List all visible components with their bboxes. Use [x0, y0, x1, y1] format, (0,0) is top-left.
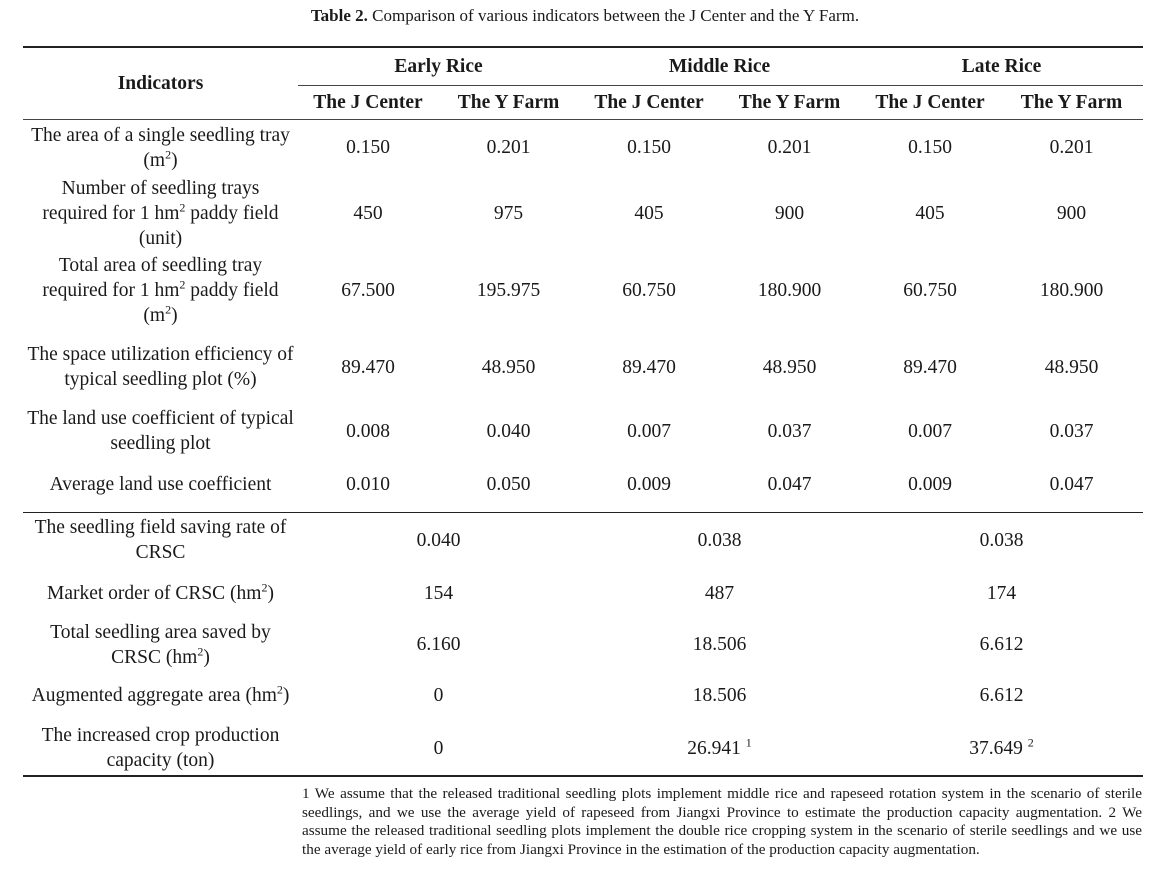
cell: 48.950 [1044, 356, 1099, 378]
cell: 900 [774, 203, 805, 224]
cell: 0.010 [346, 473, 390, 495]
cell: 0.007 [627, 420, 671, 442]
row-label: The seedling field saving rate of CRSC [34, 517, 287, 564]
subheader: The Y Farm [1020, 91, 1123, 113]
subheader: The J Center [875, 91, 985, 113]
table-row [23, 405, 1143, 457]
cell: 26.941 $^1$ [687, 735, 752, 759]
cell: 154 [423, 583, 454, 604]
row-label: Number of seedling trays required for 1 $hm^2$ paddy field (unit) [42, 178, 279, 249]
cell: 6.612 [979, 634, 1024, 655]
comparison-table [23, 46, 1143, 777]
cell: 0.037 [1049, 420, 1094, 442]
cell: 195.975 [476, 279, 541, 301]
row-label: Augmented aggregate area $(hm^2)$ [31, 682, 290, 706]
cell: 0.040 [416, 529, 461, 551]
cell: 89.470 [903, 356, 957, 378]
cell: 0.150 [346, 137, 390, 159]
cell: 975 [493, 203, 524, 224]
subheader: The Y Farm [457, 91, 560, 113]
table-footnote: 1 We assume that the released traditional seedling plots implement middle rice and rapeseed rotation system in the scenario of sterile seedlings, and we use the average yield of rapeseed from Jiangxi Province to estimate the production capacity augmentation. 2 We assume the released traditional seedling plots implement the double rice cropping system in the scenario of sterile seedlings and we use the average yield of early rice from Jiangxi Province in the estimation of the production capacity augmentation. [302, 785, 1142, 858]
cell: 0.201 [486, 137, 531, 159]
cell: 487 [704, 583, 735, 604]
indicators-header: Indicators [23, 47, 298, 119]
cell: 0.008 [346, 420, 390, 442]
cell: 0.047 [767, 473, 812, 495]
row-label: Average land use coefficient [49, 473, 272, 495]
row-label: Total area of seedling tray required for 1 $hm^2$ paddy field $(m^2)$ [42, 254, 279, 326]
cell: 48.950 [762, 356, 817, 378]
subheader: The Y Farm [738, 91, 841, 113]
cell: 0.040 [486, 420, 531, 442]
cell: 450 [353, 203, 383, 224]
table-row [23, 457, 1143, 512]
cell: 0.201 [1049, 137, 1094, 159]
table-row [23, 119, 1143, 176]
cell: 6.160 [416, 634, 461, 655]
table-row [23, 670, 1143, 721]
cell: 60.750 [903, 279, 957, 301]
cell: 0 [433, 737, 444, 759]
group-late-rice: Late Rice [860, 47, 1143, 85]
cell: 60.750 [622, 279, 676, 301]
cell: 18.506 [692, 634, 747, 655]
cell: 0.009 [908, 473, 952, 495]
cell: 0.007 [908, 420, 952, 442]
table-row [23, 619, 1143, 670]
cell: 89.470 [622, 356, 676, 378]
table-row [23, 176, 1143, 251]
cell: 405 [634, 203, 664, 224]
subheader: The J Center [313, 91, 423, 113]
cell: 405 [915, 203, 945, 224]
cell: 0.150 [908, 137, 952, 159]
cell: 6.612 [979, 685, 1024, 706]
cell: 0.009 [627, 473, 671, 495]
row-label: The increased crop production capacity (ton) [41, 725, 280, 771]
row-label: Market order of CRSC $(hm^2)$ [47, 580, 274, 604]
cell: 0 [433, 685, 444, 706]
row-label: Total seedling area saved by CRSC $(hm^2)$ [50, 621, 271, 668]
caption-text: Comparison of various indicators between the J Center and the Y Farm. [372, 6, 860, 25]
row-label: The land use coefficient of typical seedling plot [27, 408, 294, 454]
cell: 0.038 [697, 529, 742, 551]
caption-label: Table 2. [310, 6, 368, 25]
cell: 0.047 [1049, 473, 1094, 495]
table-row [23, 512, 1143, 568]
cell: 0.050 [486, 473, 531, 495]
table-row [23, 568, 1143, 619]
cell: 0.150 [627, 137, 671, 159]
cell: 0.038 [979, 529, 1024, 551]
group-early-rice: Early Rice [298, 47, 579, 85]
cell: 89.470 [341, 356, 395, 378]
row-label: The space utilization efficiency of typical seedling plot (%) [27, 344, 294, 390]
subheader: The J Center [594, 91, 704, 113]
cell: 180.900 [757, 279, 822, 301]
cell: 900 [1056, 203, 1087, 224]
cell: 174 [986, 583, 1017, 604]
table-caption [0, 6, 1170, 26]
cell: 48.950 [481, 356, 536, 378]
cell: 0.201 [767, 137, 812, 159]
cell: 18.506 [692, 685, 747, 706]
cell: 0.037 [767, 420, 812, 442]
table-row [23, 329, 1143, 405]
table-row [23, 721, 1143, 776]
group-middle-rice: Middle Rice [579, 47, 860, 85]
cell: 37.649 $^2$ [969, 735, 1034, 759]
cell: 180.900 [1039, 279, 1104, 301]
cell: 67.500 [341, 279, 395, 301]
row-label: The area of a single seedling tray $(m^2)$ [31, 124, 290, 171]
table-row [23, 251, 1143, 329]
